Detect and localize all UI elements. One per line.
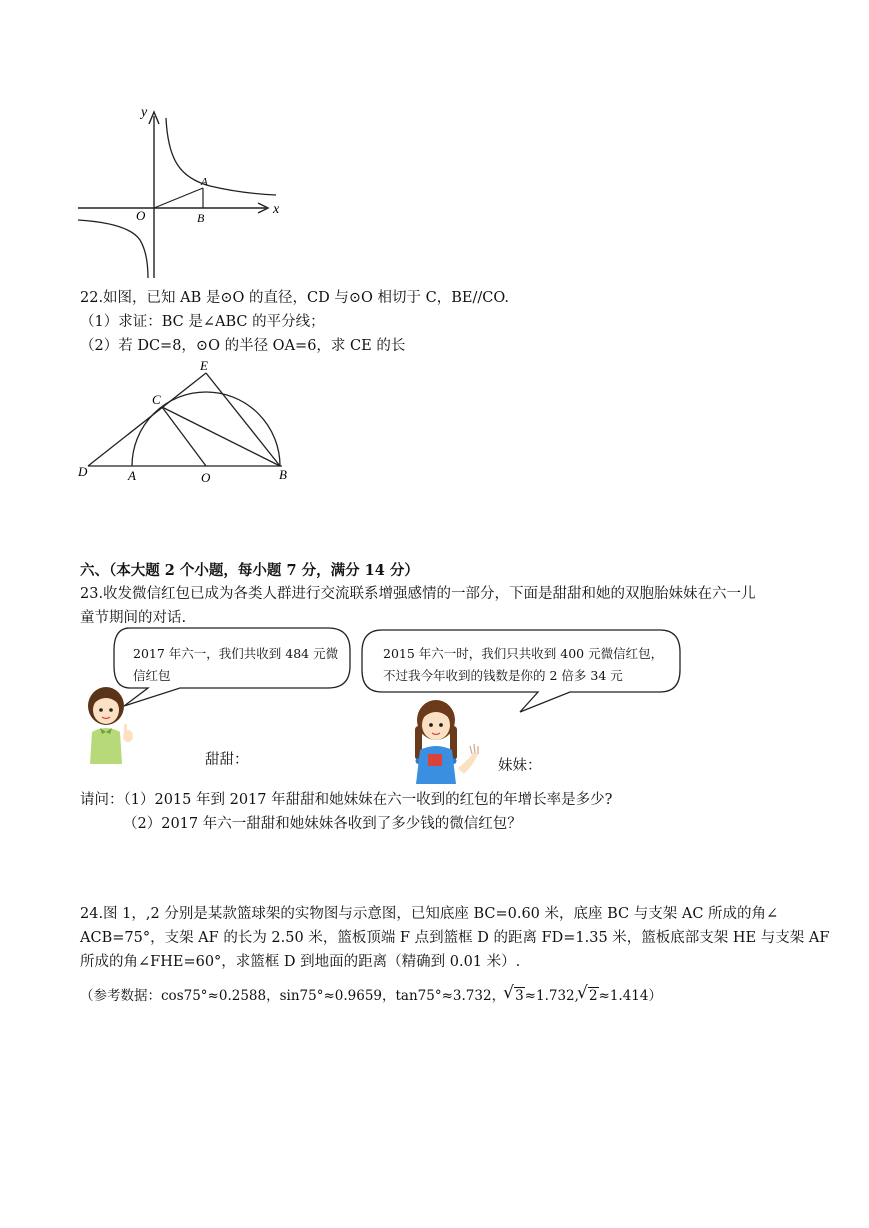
bubble-right-line2: 不过我今年收到的钱数是你的 2 倍多 34 元	[383, 668, 623, 683]
q23-ask-1: 请问：（1）2015 年到 2017 年甜甜和她妹妹在六一收到的红包的年增长率是多少?	[80, 792, 613, 808]
ref-sqrt3-value: ≈1.732,	[524, 988, 579, 1004]
q24-line-3: 所成的角∠FHE=60°，求篮框 D 到地面的距离（精确到 0.01 米）.	[80, 954, 521, 970]
label-b: B	[279, 467, 287, 482]
q22-stem: 22.如图，已知 AB 是⊙O 的直径，CD 与⊙O 相切于 C，BE//CO.	[80, 290, 509, 306]
speaker-meimei: 妹妹：	[498, 758, 542, 774]
q23-intro-2: 童节期间的对话.	[80, 610, 187, 626]
q22-part1: （1）求证：BC 是∠ABC 的平分线；	[80, 314, 325, 330]
label-c: C	[152, 392, 161, 407]
y-label: y	[141, 105, 148, 120]
label-o: O	[201, 470, 211, 485]
q24-line-2: ACB=75°，支架 AF 的长为 2.50 米，篮板顶端 F 点到篮框 D 的距离 FD=1.35 米，篮板底部支架 HE 与支架 AF	[80, 930, 830, 946]
ref-trig-values: （参考数据：cos75°≈0.2588，sin75°≈0.9659，tan75°≈3.732，	[80, 988, 506, 1004]
bubble-right-line1: 2015 年六一时，我们只共收到 400 元微信红包，	[383, 646, 664, 661]
ref-sqrt2-value: ≈1.414）	[598, 988, 662, 1004]
hyperbola-branch-lower	[78, 220, 148, 278]
bubble-left-line1: 2017 年六一，我们共收到 484 元微	[133, 646, 339, 661]
line-eb	[206, 373, 280, 466]
speaker-tiantian: 甜甜：	[205, 752, 249, 768]
section-heading: 六、（本大题 2 个小题，每小题 7 分，满分 14 分）	[80, 562, 419, 579]
label-e: E	[200, 358, 208, 373]
girl-tiantian-illustration	[84, 686, 140, 766]
hyperbola-branch-upper	[166, 118, 276, 195]
q23-intro-1: 23.收发微信红包已成为各类人群进行交流联系增强感情的一部分，下面是甜甜和她的双胞胎妹妹在六一儿	[80, 586, 756, 602]
point-b-label: B	[197, 211, 205, 225]
semicircle-figure	[70, 355, 310, 490]
q24-line-1: 24.图 1，,2 分别是某款篮球架的实物图与示意图，已知底座 BC=0.60 米，底座 BC 与支架 AC 所成的角∠	[80, 906, 779, 922]
line-cb	[162, 407, 280, 466]
label-a: A	[128, 468, 136, 483]
q22-part2: （2）若 DC=8，⊙O 的半径 OA=6，求 CE 的长	[80, 338, 406, 354]
sqrt3-symbol: √ 3	[505, 986, 525, 1006]
girl-meimei-illustration	[408, 698, 482, 786]
origin-label: O	[136, 208, 146, 223]
sqrt2-symbol: √ 2	[579, 986, 599, 1006]
point-a-label: A	[201, 176, 208, 188]
q24-reference-data	[80, 986, 662, 1006]
hyperbola-figure	[70, 100, 290, 280]
label-d: D	[78, 464, 88, 479]
x-label: x	[273, 202, 280, 217]
segment-oa	[154, 188, 203, 208]
line-co	[162, 407, 206, 466]
bubble-left-line2: 信红包	[133, 668, 171, 683]
q23-ask-2: （2）2017 年六一甜甜和她妹妹各收到了多少钱的微信红包？	[123, 816, 522, 832]
